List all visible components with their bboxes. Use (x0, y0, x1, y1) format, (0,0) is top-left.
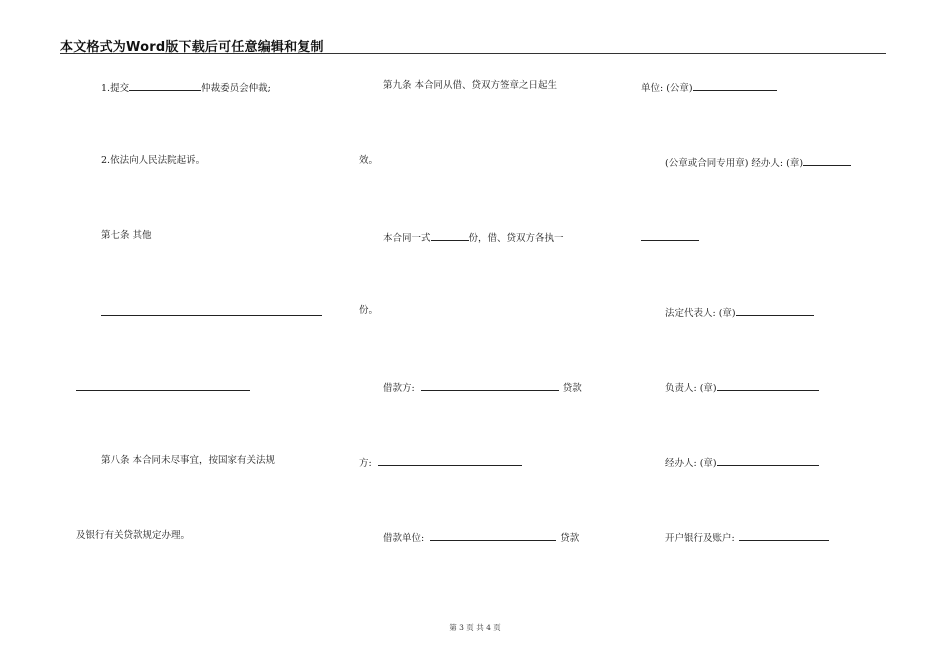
unit-seal-blank (693, 80, 777, 91)
contract-seal-label: (公章或合同专用章) 经办人: (章) (665, 158, 804, 169)
col2-line-lender (359, 455, 522, 470)
agent-blank (641, 230, 699, 241)
legal-rep-label: 法定代表人: (章) (665, 308, 736, 319)
col2-article-nine: 第九条 本合同从借、贷双方签章之日起生 (383, 80, 558, 91)
copies-suffix: 份，借、贷双方各执一 (468, 233, 564, 244)
copies-prefix: 本合同一式 (383, 233, 431, 244)
col1-line-blank-2 (76, 380, 250, 395)
col1-arbitration-text: 仲裁委员会仲裁; (201, 83, 271, 94)
col3-line-contract-seal (665, 155, 851, 170)
bank-account-label: 开户银行及账户: (665, 533, 735, 544)
borrower-label: 借款方: (383, 383, 415, 394)
page-number-footer: 第 3 页 共 4 页 (449, 623, 501, 632)
handler-label: 经办人: (章) (665, 458, 717, 469)
col3-line-responsible (665, 380, 819, 395)
lender-label-end: 方: (359, 458, 372, 469)
col1-article-seven: 第七条 其他 (101, 230, 152, 241)
col3-line-handler (665, 455, 819, 470)
col2-line-borrowing-unit (383, 530, 579, 545)
borrowing-unit-blank (430, 530, 556, 541)
col1-line-blank-1 (101, 305, 322, 320)
header-divider (60, 53, 886, 54)
handler-blank (717, 455, 819, 466)
other-terms-blank-1 (101, 305, 322, 316)
responsible-label: 负责人: (章) (665, 383, 717, 394)
col2-line-copies-end: 份。 (359, 305, 379, 316)
lending-label-start: 贷款 (560, 533, 580, 544)
col1-line-arbitration (101, 80, 271, 95)
col2-line-borrower (383, 380, 582, 395)
contract-seal-blank (803, 155, 851, 166)
col3-line-legal-rep (665, 305, 814, 320)
col1-submit-text: 1.提交 (101, 83, 130, 94)
borrowing-unit-label: 借款单位: (383, 533, 425, 544)
copies-count-blank (431, 230, 469, 241)
col1-line-bank-rules: 及银行有关贷款规定办理。 (76, 530, 191, 541)
col3-line-blank (641, 230, 699, 245)
col1-article-eight: 第八条 本合同未尽事宜，按国家有关法规 (101, 455, 276, 466)
col2-line-copies (383, 230, 564, 245)
col1-line-lawsuit: 2.依法向人民法院起诉。 (101, 155, 206, 166)
col3-line-unit-seal (641, 80, 777, 95)
lender-blank (378, 455, 522, 466)
col2-line-effective: 效。 (359, 155, 379, 166)
bank-account-blank (739, 530, 829, 541)
lender-label-start: 贷款 (562, 383, 582, 394)
arbitration-blank (129, 80, 201, 91)
unit-seal-label: 单位: (公章) (641, 83, 693, 94)
borrower-blank (421, 380, 559, 391)
responsible-blank (717, 380, 819, 391)
col3-line-bank-account (665, 530, 829, 545)
other-terms-blank-2 (76, 380, 250, 391)
page-header-title: 本文格式为Word版下载后可任意编辑和复制 (60, 40, 324, 55)
legal-rep-blank (736, 305, 814, 316)
